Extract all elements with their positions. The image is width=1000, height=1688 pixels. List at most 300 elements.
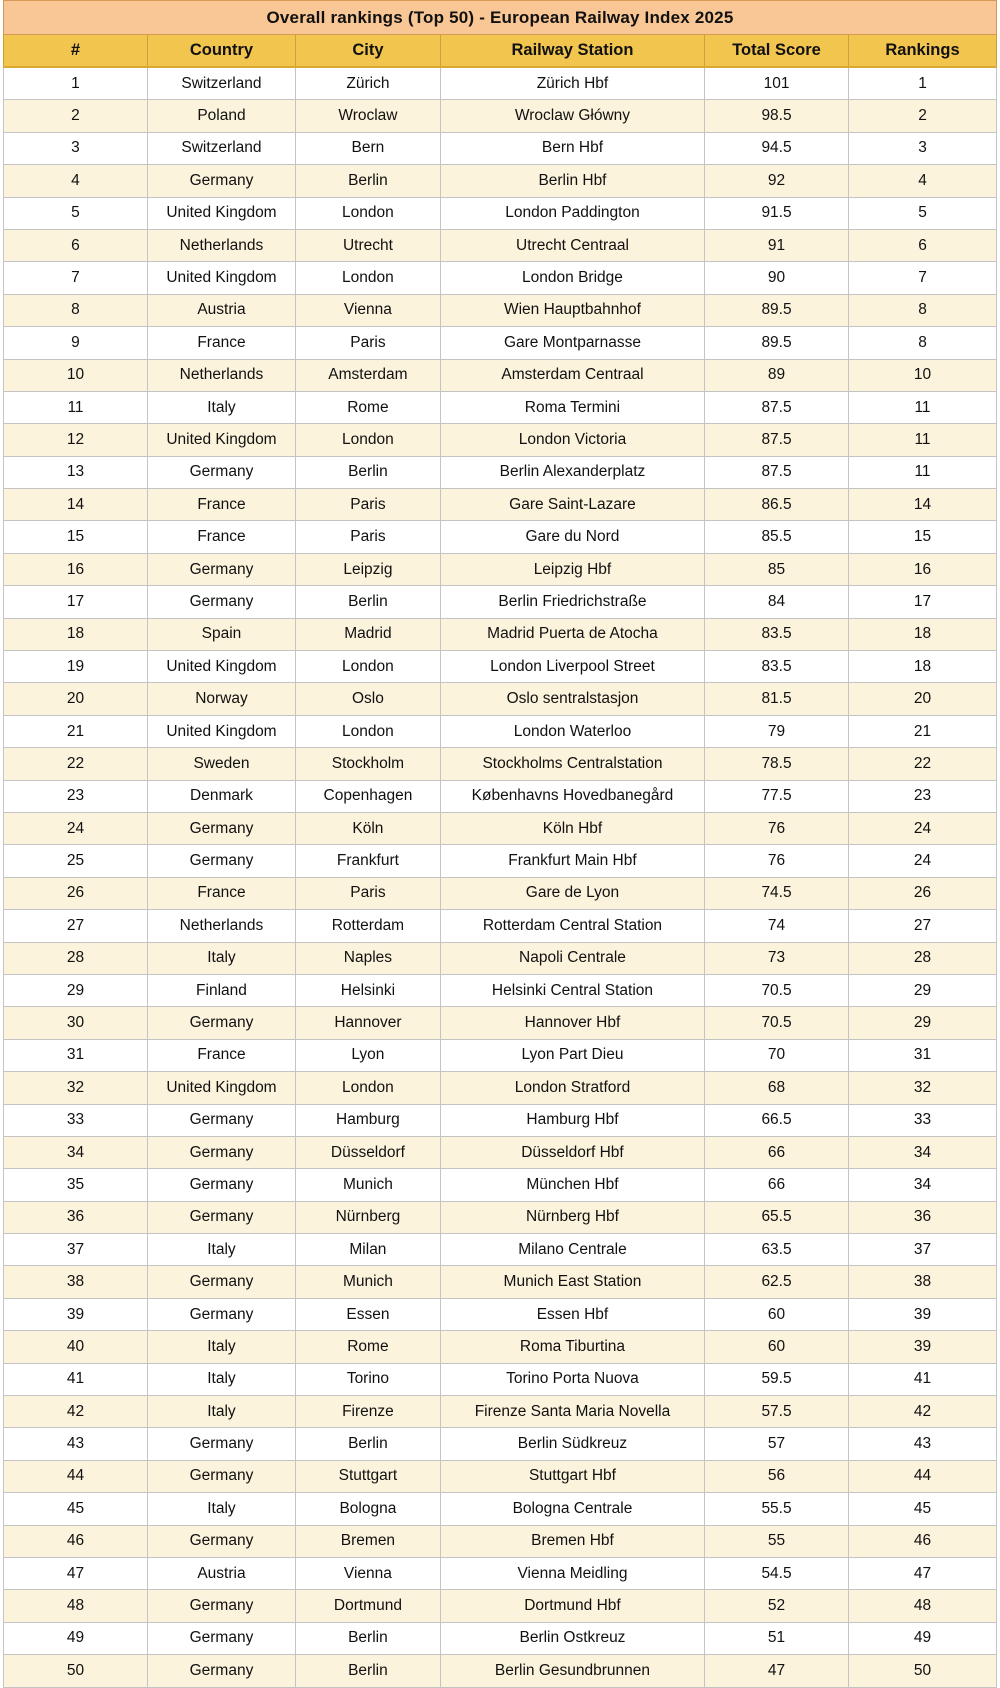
cell-ranking: 44 [849,1460,997,1492]
cell-score: 51 [705,1622,849,1654]
cell-country: Germany [147,1525,295,1557]
cell-country: Germany [147,1136,295,1168]
cell-city: Berlin [295,165,440,197]
cell-score: 85.5 [705,521,849,553]
cell-ranking: 33 [849,1104,997,1136]
cell-ranking: 24 [849,812,997,844]
cell-station: Berlin Friedrichstraße [440,586,704,618]
cell-city: Vienna [295,294,440,326]
table-row [4,359,997,391]
cell-score: 65.5 [705,1201,849,1233]
cell-station: Gare Saint-Lazare [440,489,704,521]
cell-city: Rome [295,1331,440,1363]
cell-score: 76 [705,812,849,844]
cell-city: Paris [295,521,440,553]
table-row [4,812,997,844]
cell-country: United Kingdom [147,262,295,294]
cell-city: London [295,715,440,747]
cell-country: Germany [147,456,295,488]
table-row [4,845,997,877]
table-row [4,424,997,456]
cell-country: France [147,877,295,909]
cell-station: Madrid Puerta de Atocha [440,618,704,650]
table-row [4,1234,997,1266]
cell-score: 55.5 [705,1493,849,1525]
table-head [4,1,997,68]
cell-number: 34 [4,1136,148,1168]
cell-station: Berlin Ostkreuz [440,1622,704,1654]
cell-country: Netherlands [147,359,295,391]
cell-number: 37 [4,1234,148,1266]
cell-country: Italy [147,1396,295,1428]
cell-ranking: 48 [849,1590,997,1622]
cell-ranking: 38 [849,1266,997,1298]
cell-country: Germany [147,1460,295,1492]
cell-city: Torino [295,1363,440,1395]
cell-number: 11 [4,391,148,423]
cell-station: Bern Hbf [440,132,704,164]
column-header-score: Total Score [705,35,849,68]
cell-country: United Kingdom [147,197,295,229]
cell-station: Nürnberg Hbf [440,1201,704,1233]
cell-score: 86.5 [705,489,849,521]
cell-ranking: 26 [849,877,997,909]
cell-number: 17 [4,586,148,618]
cell-ranking: 11 [849,424,997,456]
cell-score: 87.5 [705,391,849,423]
cell-ranking: 3 [849,132,997,164]
cell-ranking: 10 [849,359,997,391]
cell-score: 56 [705,1460,849,1492]
cell-city: Berlin [295,1655,440,1687]
cell-ranking: 4 [849,165,997,197]
cell-ranking: 18 [849,618,997,650]
cell-score: 57 [705,1428,849,1460]
cell-city: Berlin [295,456,440,488]
cell-ranking: 41 [849,1363,997,1395]
cell-station: Gare Montparnasse [440,327,704,359]
cell-city: Oslo [295,683,440,715]
cell-city: Utrecht [295,229,440,261]
cell-station: Essen Hbf [440,1298,704,1330]
cell-number: 39 [4,1298,148,1330]
table-row [4,165,997,197]
cell-country: Poland [147,100,295,132]
cell-number: 50 [4,1655,148,1687]
cell-number: 2 [4,100,148,132]
cell-score: 57.5 [705,1396,849,1428]
cell-number: 40 [4,1331,148,1363]
cell-station: Oslo sentralstasjon [440,683,704,715]
cell-country: Spain [147,618,295,650]
cell-country: France [147,327,295,359]
cell-score: 68 [705,1072,849,1104]
cell-city: Munich [295,1169,440,1201]
cell-station: Munich East Station [440,1266,704,1298]
table-row [4,1007,997,1039]
cell-city: Wroclaw [295,100,440,132]
cell-ranking: 27 [849,910,997,942]
cell-score: 87.5 [705,456,849,488]
cell-ranking: 39 [849,1331,997,1363]
cell-number: 3 [4,132,148,164]
cell-country: Denmark [147,780,295,812]
table-row [4,715,997,747]
cell-ranking: 21 [849,715,997,747]
cell-station: Amsterdam Centraal [440,359,704,391]
cell-station: Hannover Hbf [440,1007,704,1039]
cell-ranking: 22 [849,748,997,780]
cell-country: Germany [147,845,295,877]
cell-score: 78.5 [705,748,849,780]
cell-station: Gare du Nord [440,521,704,553]
cell-number: 16 [4,553,148,585]
table-row [4,391,997,423]
table-row [4,1493,997,1525]
table-row [4,1072,997,1104]
cell-score: 94.5 [705,132,849,164]
cell-city: Nürnberg [295,1201,440,1233]
table-row [4,1655,997,1687]
cell-country: Germany [147,165,295,197]
cell-score: 90 [705,262,849,294]
cell-ranking: 11 [849,456,997,488]
table-row [4,132,997,164]
cell-score: 70 [705,1039,849,1071]
cell-city: London [295,262,440,294]
cell-city: Paris [295,327,440,359]
table-row [4,294,997,326]
cell-number: 20 [4,683,148,715]
cell-number: 32 [4,1072,148,1104]
cell-station: Roma Tiburtina [440,1331,704,1363]
cell-station: Stuttgart Hbf [440,1460,704,1492]
cell-ranking: 18 [849,651,997,683]
cell-station: Zürich Hbf [440,67,704,100]
table-row [4,1396,997,1428]
cell-station: Lyon Part Dieu [440,1039,704,1071]
cell-score: 70.5 [705,974,849,1006]
cell-country: Italy [147,942,295,974]
table-row [4,1104,997,1136]
cell-country: United Kingdom [147,651,295,683]
cell-ranking: 15 [849,521,997,553]
cell-city: London [295,197,440,229]
table-row [4,553,997,585]
cell-ranking: 45 [849,1493,997,1525]
table-row [4,942,997,974]
cell-score: 81.5 [705,683,849,715]
cell-station: Bologna Centrale [440,1493,704,1525]
cell-ranking: 8 [849,294,997,326]
cell-country: United Kingdom [147,424,295,456]
cell-number: 42 [4,1396,148,1428]
cell-country: Germany [147,1007,295,1039]
cell-ranking: 11 [849,391,997,423]
cell-number: 13 [4,456,148,488]
cell-country: Germany [147,1266,295,1298]
cell-city: Köln [295,812,440,844]
cell-number: 23 [4,780,148,812]
table-row [4,1266,997,1298]
table-row [4,1169,997,1201]
cell-station: Firenze Santa Maria Novella [440,1396,704,1428]
cell-number: 38 [4,1266,148,1298]
table-body [4,67,997,1687]
table-row [4,456,997,488]
cell-station: Düsseldorf Hbf [440,1136,704,1168]
cell-city: Paris [295,877,440,909]
cell-number: 48 [4,1590,148,1622]
cell-number: 27 [4,910,148,942]
cell-ranking: 37 [849,1234,997,1266]
cell-station: London Stratford [440,1072,704,1104]
cell-score: 63.5 [705,1234,849,1266]
cell-ranking: 31 [849,1039,997,1071]
cell-ranking: 23 [849,780,997,812]
rankings-table [3,0,997,1688]
cell-station: Utrecht Centraal [440,229,704,261]
cell-city: Frankfurt [295,845,440,877]
cell-number: 45 [4,1493,148,1525]
table-row [4,618,997,650]
cell-number: 8 [4,294,148,326]
cell-ranking: 47 [849,1557,997,1589]
table-row [4,586,997,618]
cell-score: 55 [705,1525,849,1557]
cell-score: 85 [705,553,849,585]
cell-ranking: 24 [849,845,997,877]
table-row [4,1590,997,1622]
cell-ranking: 50 [849,1655,997,1687]
table-row [4,521,997,553]
cell-number: 30 [4,1007,148,1039]
cell-station: München Hbf [440,1169,704,1201]
cell-station: Berlin Gesundbrunnen [440,1655,704,1687]
cell-score: 74 [705,910,849,942]
cell-country: France [147,1039,295,1071]
cell-station: Rotterdam Central Station [440,910,704,942]
cell-ranking: 43 [849,1428,997,1460]
cell-number: 29 [4,974,148,1006]
cell-city: Bern [295,132,440,164]
cell-country: France [147,521,295,553]
cell-ranking: 29 [849,1007,997,1039]
cell-station: Napoli Centrale [440,942,704,974]
cell-number: 7 [4,262,148,294]
cell-score: 73 [705,942,849,974]
cell-score: 62.5 [705,1266,849,1298]
table-row [4,877,997,909]
cell-number: 9 [4,327,148,359]
cell-country: United Kingdom [147,715,295,747]
cell-ranking: 7 [849,262,997,294]
cell-country: Germany [147,1104,295,1136]
cell-station: London Liverpool Street [440,651,704,683]
cell-station: Gare de Lyon [440,877,704,909]
cell-country: Austria [147,294,295,326]
cell-score: 89.5 [705,327,849,359]
cell-country: Germany [147,1622,295,1654]
cell-city: Bologna [295,1493,440,1525]
table-row [4,229,997,261]
title-row [4,1,997,35]
cell-number: 14 [4,489,148,521]
cell-city: Hamburg [295,1104,440,1136]
cell-number: 5 [4,197,148,229]
cell-score: 91 [705,229,849,261]
cell-country: France [147,489,295,521]
cell-country: Switzerland [147,67,295,100]
cell-city: Munich [295,1266,440,1298]
table-row [4,780,997,812]
cell-city: Vienna [295,1557,440,1589]
cell-city: Helsinki [295,974,440,1006]
cell-score: 60 [705,1331,849,1363]
cell-station: Helsinki Central Station [440,974,704,1006]
cell-country: Italy [147,1363,295,1395]
cell-station: Vienna Meidling [440,1557,704,1589]
cell-country: Germany [147,1169,295,1201]
column-header-station: Railway Station [440,35,704,68]
cell-country: Germany [147,1428,295,1460]
cell-number: 28 [4,942,148,974]
cell-city: Berlin [295,1622,440,1654]
cell-ranking: 46 [849,1525,997,1557]
cell-ranking: 29 [849,974,997,1006]
table-row [4,67,997,100]
cell-station: Berlin Hbf [440,165,704,197]
cell-score: 87.5 [705,424,849,456]
table-row [4,1428,997,1460]
cell-country: Sweden [147,748,295,780]
cell-score: 91.5 [705,197,849,229]
cell-ranking: 17 [849,586,997,618]
cell-number: 33 [4,1104,148,1136]
cell-city: Leipzig [295,553,440,585]
cell-ranking: 20 [849,683,997,715]
table-row [4,974,997,1006]
table-row [4,1460,997,1492]
cell-station: Milano Centrale [440,1234,704,1266]
cell-country: Germany [147,1590,295,1622]
cell-station: Stockholms Centralstation [440,748,704,780]
table-row [4,1201,997,1233]
cell-station: Dortmund Hbf [440,1590,704,1622]
table-row [4,100,997,132]
table-row [4,1557,997,1589]
cell-country: Switzerland [147,132,295,164]
cell-score: 76 [705,845,849,877]
cell-city: Paris [295,489,440,521]
cell-number: 43 [4,1428,148,1460]
cell-ranking: 6 [849,229,997,261]
cell-city: Dortmund [295,1590,440,1622]
table-row [4,748,997,780]
cell-score: 70.5 [705,1007,849,1039]
cell-country: Germany [147,1655,295,1687]
table-row [4,1363,997,1395]
cell-score: 59.5 [705,1363,849,1395]
table-row [4,327,997,359]
table-row [4,197,997,229]
cell-number: 36 [4,1201,148,1233]
cell-city: Zürich [295,67,440,100]
cell-country: Italy [147,391,295,423]
cell-number: 44 [4,1460,148,1492]
cell-ranking: 14 [849,489,997,521]
cell-ranking: 34 [849,1169,997,1201]
cell-city: Naples [295,942,440,974]
cell-ranking: 1 [849,67,997,100]
column-header-row [4,35,997,68]
cell-score: 77.5 [705,780,849,812]
table-row [4,1136,997,1168]
cell-station: London Victoria [440,424,704,456]
cell-score: 89.5 [705,294,849,326]
cell-number: 6 [4,229,148,261]
cell-city: Rome [295,391,440,423]
cell-ranking: 28 [849,942,997,974]
cell-city: Essen [295,1298,440,1330]
cell-number: 25 [4,845,148,877]
cell-country: Finland [147,974,295,1006]
cell-station: Torino Porta Nuova [440,1363,704,1395]
cell-country: Norway [147,683,295,715]
cell-station: London Paddington [440,197,704,229]
cell-city: Berlin [295,586,440,618]
cell-station: Berlin Alexanderplatz [440,456,704,488]
column-header-city: City [295,35,440,68]
cell-city: Bremen [295,1525,440,1557]
cell-city: Rotterdam [295,910,440,942]
cell-score: 83.5 [705,618,849,650]
cell-station: London Bridge [440,262,704,294]
cell-ranking: 39 [849,1298,997,1330]
cell-station: Wien Hauptbahnhof [440,294,704,326]
cell-city: Madrid [295,618,440,650]
cell-number: 4 [4,165,148,197]
cell-number: 12 [4,424,148,456]
cell-number: 35 [4,1169,148,1201]
cell-number: 10 [4,359,148,391]
cell-station: Bremen Hbf [440,1525,704,1557]
cell-station: London Waterloo [440,715,704,747]
cell-score: 92 [705,165,849,197]
table-row [4,683,997,715]
cell-score: 84 [705,586,849,618]
cell-ranking: 5 [849,197,997,229]
cell-station: Leipzig Hbf [440,553,704,585]
cell-ranking: 49 [849,1622,997,1654]
cell-country: Netherlands [147,229,295,261]
cell-ranking: 2 [849,100,997,132]
cell-station: Roma Termini [440,391,704,423]
cell-number: 26 [4,877,148,909]
cell-score: 66.5 [705,1104,849,1136]
cell-station: Hamburg Hbf [440,1104,704,1136]
cell-city: Berlin [295,1428,440,1460]
cell-number: 24 [4,812,148,844]
cell-score: 79 [705,715,849,747]
cell-city: Stuttgart [295,1460,440,1492]
cell-ranking: 34 [849,1136,997,1168]
cell-score: 74.5 [705,877,849,909]
cell-city: Amsterdam [295,359,440,391]
cell-city: Düsseldorf [295,1136,440,1168]
cell-number: 47 [4,1557,148,1589]
cell-score: 83.5 [705,651,849,683]
